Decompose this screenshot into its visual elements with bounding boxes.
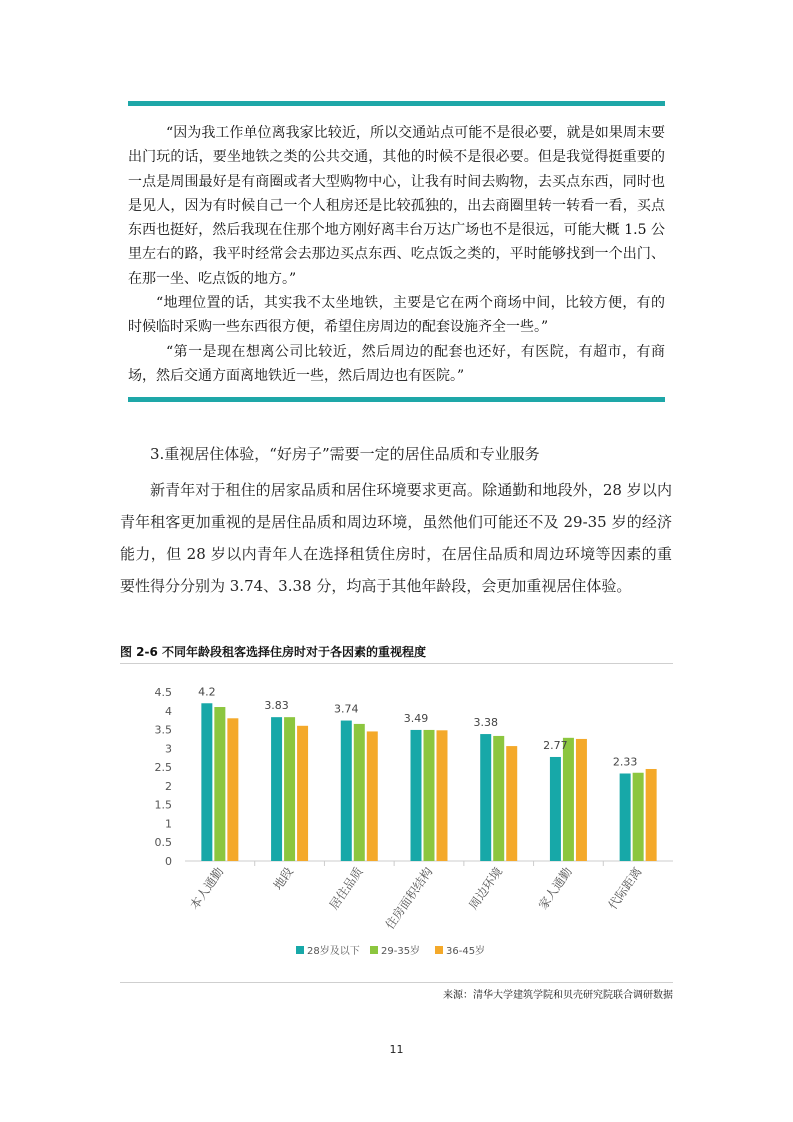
bar-3-2 bbox=[437, 730, 448, 861]
bar-1-1 bbox=[284, 717, 295, 861]
legend-label: 28岁及以下 bbox=[307, 946, 360, 957]
bars bbox=[201, 703, 656, 861]
legend-swatch bbox=[435, 946, 443, 954]
bar-0-2 bbox=[227, 718, 238, 861]
figure-bottom-rule bbox=[120, 982, 673, 983]
y-tick-label: 4 bbox=[165, 704, 172, 718]
body-paragraph: 新青年对于租住的居家品质和居住环境要求更高。除通勤和地段外，28 岁以内青年租客更加重视的是居住品质和周边环境，虽然他们可能还不及 29-35 岁的经济能力，但 28 岁以内青年人在选择租赁住房时，在居住品质和周边环境等因素的重要性得分分别为 3.74、3.38 分，均高于其他年龄段，会更加重视居住体验。 bbox=[120, 481, 672, 595]
bar-0-1 bbox=[214, 707, 225, 861]
legend-swatch bbox=[296, 946, 304, 954]
y-tick-label: 1 bbox=[165, 817, 172, 831]
bar-1-2 bbox=[297, 726, 308, 861]
page-number: 11 bbox=[389, 1043, 404, 1056]
bar-2-0 bbox=[341, 721, 352, 861]
legend-label: 29-35岁 bbox=[381, 946, 421, 957]
bar-5-1 bbox=[563, 738, 574, 861]
category-label: 本人通勤 bbox=[187, 864, 227, 913]
data-label: 3.38 bbox=[473, 716, 498, 730]
quote-paragraph-3: “第一是现在想离公司比较近，然后周边的配套也还好，有医院，有超市，有商场，然后交通方面离地铁近一些，然后周边也有医院。” bbox=[128, 343, 665, 384]
y-tick-label: 0.5 bbox=[154, 836, 172, 850]
bar-0-0 bbox=[201, 703, 212, 861]
source-note: 来源：清华大学建筑学院和贝壳研究院联合调研数据 bbox=[443, 990, 673, 1001]
category-label: 住房面积结构 bbox=[382, 864, 436, 932]
data-label: 3.49 bbox=[403, 711, 429, 725]
y-tick-label: 4.5 bbox=[154, 686, 172, 699]
data-label: 3.83 bbox=[264, 699, 289, 713]
bar-2-1 bbox=[354, 724, 365, 861]
figure-top-rule bbox=[120, 663, 673, 664]
bar-6-1 bbox=[633, 773, 644, 861]
figure-caption: 图 2-6 不同年龄段租客选择住房时对于各因素的重视程度 bbox=[120, 645, 427, 659]
bar-5-0 bbox=[550, 757, 561, 861]
category-label: 地段 bbox=[270, 864, 297, 893]
quote-paragraph-2: “地理位置的话，其实我不太坐地铁，主要是它在两个商场中间，比较方便，有的时候临时采购一些东西很方便，希望住房周边的配套设施齐全一些。” bbox=[128, 295, 665, 336]
bar-4-2 bbox=[506, 746, 517, 861]
bar-4-1 bbox=[493, 736, 504, 861]
bar-6-2 bbox=[646, 769, 657, 861]
y-tick-label: 3.5 bbox=[154, 723, 172, 737]
legend bbox=[296, 944, 485, 957]
y-tick-label: 0 bbox=[165, 855, 172, 868]
y-tick-label: 1.5 bbox=[154, 798, 172, 812]
data-label: 4.2 bbox=[198, 685, 216, 699]
data-label: 2.77 bbox=[543, 738, 568, 752]
bar-3-0 bbox=[411, 730, 422, 861]
section-title: 3.重视居住体验，“好房子”需要一定的居住品质和专业服务 bbox=[150, 445, 540, 463]
data-label: 2.33 bbox=[612, 755, 638, 769]
y-tick-label: 3 bbox=[165, 742, 172, 756]
bar-6-0 bbox=[620, 773, 631, 861]
category-label: 家人通勤 bbox=[535, 864, 575, 913]
legend-swatch bbox=[370, 946, 378, 954]
category-label: 居住品质 bbox=[326, 864, 366, 913]
quote-paragraph-1: “因为我工作单位离我家比较近，所以交通站点可能不是很必要，就是如果周末要出门玩的话，要坐地铁之类的公共交通，其他的时候不是很必要。但是我觉得挺重要的一点是周围最好是有商圈或者大型购物中心，让我有时间去购物，去买点东西，同时也是见人，因为有时候自己一个人租房还是比较孤独的，出去商圈里转一转看一看，买点东西也挺好，然后我现在住那个地方刚好离丰台万达广场也不是很远，可能大概 1.5 公里左右的路，我平时经常会去那边买点东西、吃点饭之类的，平时能够找到一个出门、在那一坐、吃点饭的地方。” bbox=[128, 125, 665, 287]
category-label: 周边环境 bbox=[466, 864, 506, 913]
category-label: 代际距离 bbox=[605, 864, 645, 913]
y-tick-label: 2 bbox=[165, 779, 172, 793]
interview-quote-box bbox=[128, 101, 665, 402]
x-axis bbox=[186, 861, 644, 932]
bar-5-2 bbox=[576, 739, 587, 861]
bar-3-1 bbox=[424, 730, 435, 861]
data-label: 3.74 bbox=[334, 702, 359, 716]
bar-chart bbox=[120, 670, 673, 982]
bar-4-0 bbox=[480, 734, 491, 861]
bar-1-0 bbox=[271, 717, 282, 861]
bar-2-2 bbox=[367, 731, 378, 861]
y-tick-label: 2.5 bbox=[154, 761, 172, 775]
legend-label: 36-45岁 bbox=[446, 946, 486, 957]
